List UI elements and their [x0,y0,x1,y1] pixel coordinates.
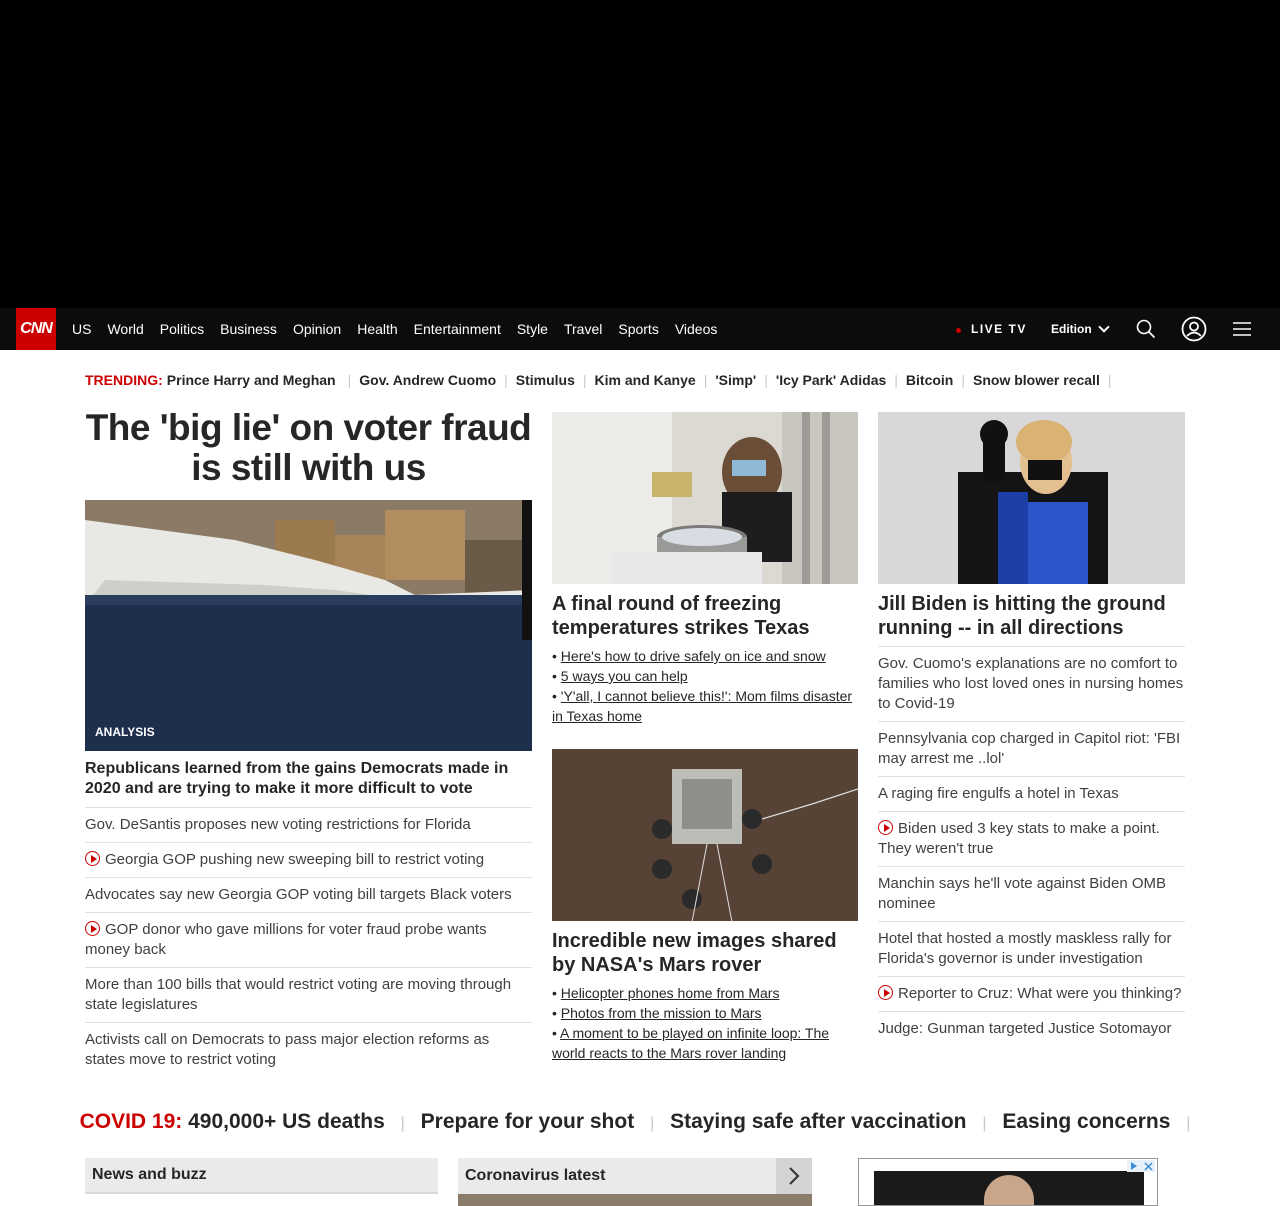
nav-link-business[interactable]: Business [220,321,277,337]
trending-item[interactable]: 'Simp' [715,372,757,388]
lead-image[interactable] [85,500,532,751]
news-buzz-header [85,1158,438,1194]
middle-column [552,412,858,1063]
bullet-link[interactable]: Photos from the mission to Mars [560,1005,762,1021]
story-link[interactable]: Pennsylvania cop charged in Capitol riot: 'FBI may arrest me ..lol' [878,722,1185,777]
video-play-icon [85,921,100,936]
lead-headline[interactable]: The 'big lie' on voter fraud is still with us [85,407,532,488]
story-link[interactable]: A raging fire engulfs a hotel in Texas [878,777,1185,812]
trending-item[interactable]: Gov. Andrew Cuomo [359,372,497,388]
next-arrow-button[interactable] [776,1158,812,1194]
story-link[interactable]: Manchin says he'll vote against Biden OMB nominee [878,867,1185,922]
account-icon[interactable] [1180,308,1208,350]
trending-item[interactable]: Kim and Kanye [594,372,696,388]
ad-face [984,1175,1034,1206]
trending-bar [85,372,1119,388]
trending-label: TRENDING: [85,372,163,388]
nav-link-videos[interactable]: Videos [674,321,718,337]
bullet-link[interactable]: A moment to be played on infinite loop: The world reacts to the Mars rover landing [552,1025,830,1061]
mars-rover-title[interactable]: Incredible new images shared by NASA's Mars rover [552,930,837,976]
separator: | [650,1115,655,1132]
coronavirus-header [458,1158,812,1194]
texas-freeze-image[interactable] [552,412,858,584]
edition-label: Edition [1051,322,1092,336]
trending-item[interactable]: Prince Harry and Meghan [166,372,336,388]
coronavirus-title: Coronavirus latest [465,1167,606,1184]
video-play-icon [878,820,893,835]
separator: | [582,372,587,388]
bullet-item: • Photos from the mission to Mars [552,1005,762,1021]
separator: | [961,372,966,388]
story-link[interactable]: GOP donor who gave millions for voter fraud probe wants money back [85,913,532,968]
texas-freeze-bullets [552,646,858,726]
story-link[interactable]: Activists call on Democrats to pass major election reforms as states move to restrict voting [85,1031,490,1068]
jill-biden-image[interactable] [878,412,1185,584]
bullet-item: • 'Y'all, I cannot believe this!': Mom films disaster in Texas home [552,688,853,724]
story-link[interactable]: Gov. Cuomo's explanations are no comfort to families who lost loved ones in nursing homes to Covid-19 [878,647,1185,722]
lead-sub-headline[interactable]: Republicans learned from the gains Democrats made in 2020 and are trying to make it more difficult to vote [85,759,532,808]
adchoices-icon[interactable] [1127,1160,1155,1172]
mars-rover-image[interactable] [552,749,858,921]
ad-image [874,1171,1144,1206]
nav-link-sports[interactable]: Sports [618,321,659,337]
cnn-logo[interactable]: CNN [16,308,56,350]
covid-item[interactable]: Staying safe after vaccination [670,1110,967,1133]
separator: | [1186,1115,1191,1132]
covid-item[interactable]: Prepare for your shot [420,1110,635,1133]
separator: | [764,372,768,388]
coronavirus-image[interactable] [458,1194,812,1206]
story-link[interactable]: Biden used 3 key stats to make a point. They weren't true [878,812,1185,867]
covid-item[interactable]: 490,000+ US deaths [188,1110,385,1133]
mars-rover-bullets [552,983,858,1063]
story-link[interactable]: Hotel that hosted a mostly maskless rally for Florida's governor is under investigation [878,922,1185,977]
video-play-icon [878,985,893,1000]
trending-item[interactable]: Stimulus [515,372,575,388]
nav-link-travel[interactable]: Travel [563,321,603,337]
separator: | [504,372,508,388]
bullet-link[interactable]: 'Y'all, I cannot believe this!': Mom films disaster in Texas home [552,688,853,724]
bullet-item: • A moment to be played on infinite loop: The world reacts to the Mars rover landing [552,1025,830,1061]
top-ad-banner [0,0,1280,308]
covid-item[interactable]: Easing concerns [1002,1110,1171,1133]
separator: | [400,1115,405,1132]
main-navbar [0,308,1280,350]
chevron-right-icon [788,1167,800,1185]
trending-item[interactable]: 'Icy Park' Adidas [775,372,887,388]
analysis-badge: ANALYSIS [95,725,155,739]
live-tv-link[interactable] [956,308,1027,350]
jill-biden-title[interactable]: Jill Biden is hitting the ground running -- in all directions [878,592,1185,647]
separator: | [703,372,708,388]
nav-link-us[interactable]: US [72,321,92,337]
live-dot-icon [956,328,961,333]
live-tv-label: LIVE TV [971,322,1027,336]
nav-link-entertainment[interactable]: Entertainment [413,321,501,337]
lead-column [85,408,532,1077]
bullet-link[interactable]: Helicopter phones home from Mars [560,985,780,1001]
trending-item[interactable]: Bitcoin [905,372,954,388]
sidebar-ad[interactable] [858,1158,1158,1206]
bullet-link[interactable]: 5 ways you can help [560,668,688,684]
news-buzz-title: News and buzz [92,1166,207,1183]
story-link[interactable]: Judge: Gunman targeted Justice Sotomayor [878,1020,1172,1037]
bullet-item: • Helicopter phones home from Mars [552,985,780,1001]
story-link[interactable]: Gov. DeSantis proposes new voting restrictions for Florida [85,808,532,843]
covid-bar [0,1110,1280,1134]
bullet-link[interactable]: Here's how to drive safely on ice and snow [560,648,826,664]
video-play-icon [85,851,100,866]
nav-link-health[interactable]: Health [357,321,398,337]
chevron-down-icon [1098,321,1109,332]
bullet-item: • 5 ways you can help [552,668,688,684]
nav-link-opinion[interactable]: Opinion [292,321,342,337]
trending-item[interactable]: Snow blower recall [973,372,1100,388]
nav-link-world[interactable]: World [107,321,144,337]
separator: | [982,1115,987,1132]
separator: | [1107,372,1112,388]
texas-freeze-title[interactable]: A final round of freezing temperatures strikes Texas [552,593,810,639]
search-icon[interactable] [1134,308,1158,350]
covid-label: COVID 19: [79,1110,183,1133]
edition-selector[interactable] [1051,308,1108,350]
nav-link-politics[interactable]: Politics [159,321,205,337]
nav-link-style[interactable]: Style [516,321,548,337]
nav-links [72,308,733,350]
right-column [878,412,1185,1046]
close-icon [1144,1162,1153,1171]
bullet-item: • Here's how to drive safely on ice and snow [552,648,826,664]
story-link[interactable]: More than 100 bills that would restrict voting are moving through state legislatures [85,968,532,1023]
separator: | [347,372,352,388]
story-link[interactable]: Advocates say new Georgia GOP voting bill targets Black voters [85,878,532,913]
story-link[interactable]: Reporter to Cruz: What were you thinking? [878,977,1185,1012]
separator: | [894,372,898,388]
story-link[interactable]: Georgia GOP pushing new sweeping bill to restrict voting [85,843,532,878]
menu-icon[interactable] [1232,308,1252,350]
